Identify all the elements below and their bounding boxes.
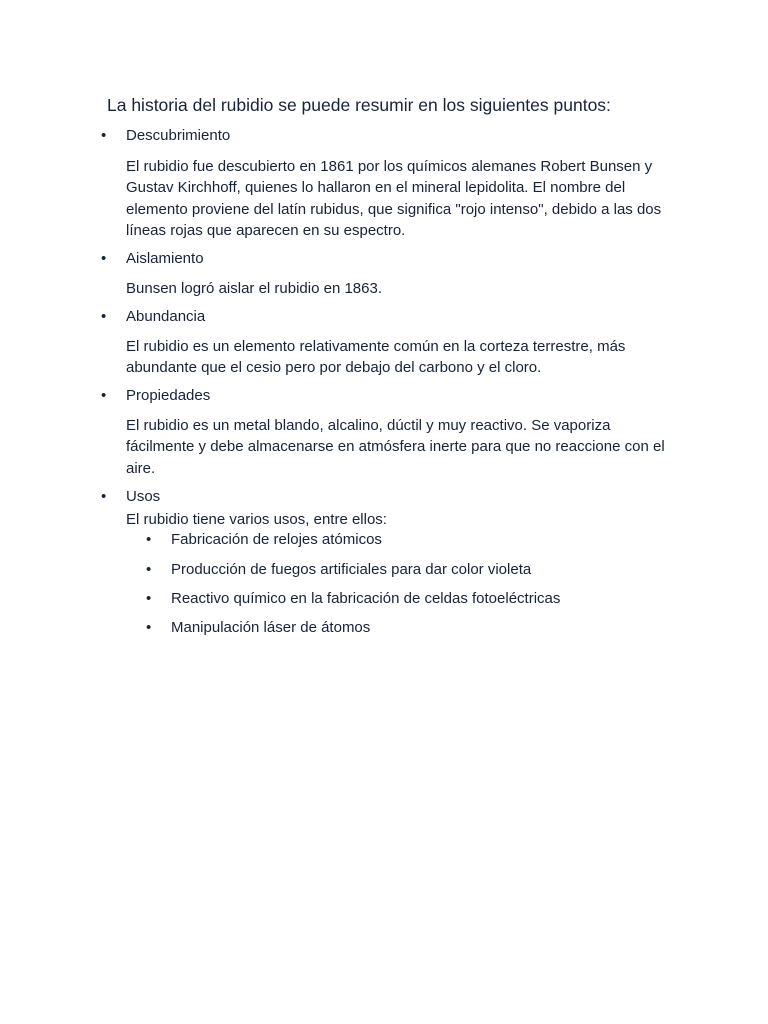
use-list-item: Reactivo químico en la fabricación de celdas fotoeléctricas [171,590,561,607]
sub-bullet-icon: • [146,590,152,607]
section-title: Abundancia [126,308,206,325]
use-list-item: Producción de fuegos artificiales para dar color violeta [171,561,532,578]
section-paragraph: El rubidio fue descubierto en 1861 por los químicos alemanes Robert Bunsen y Gustav Kirchhoff, quienes lo hallaron en el mineral lepidolita. El nombre del elemento proviene del latín rubidus, que significa "rojo intenso", debido a las dos líneas rojas que aparecen en su espectro. [126,158,662,239]
sub-bullet-icon: • [146,531,152,548]
section-paragraph: El rubidio es un elemento relativamente común en la corteza terrestre, más abundante que el cesio pero por debajo del carbono y el cloro. [126,338,626,377]
sub-bullet-icon: • [146,619,152,636]
bullet-icon: • [101,127,107,144]
bullet-icon: • [101,250,107,267]
section-paragraph: El rubidio es un metal blando, alcalino, dúctil y muy reactivo. Se vaporiza fácilmente y debe almacenarse en atmósfera inerte para que no reaccione con el aire. [126,417,665,477]
section-paragraph: Bunsen logró aislar el rubidio en 1863. [126,280,383,297]
use-list-item: Fabricación de relojes atómicos [171,531,382,548]
bullet-icon: • [101,488,107,505]
bullet-icon: • [101,387,107,404]
section-title: Usos [126,488,161,505]
section-paragraph: El rubidio tiene varios usos, entre ellos: [126,511,387,528]
sub-bullet-icon: • [146,561,152,578]
intro-text: La historia del rubidio se puede resumir en los siguientes puntos: [107,95,611,115]
section-title: Aislamiento [126,250,204,267]
section-title: Propiedades [126,387,211,404]
section-title: Descubrimiento [126,127,231,144]
use-list-item: Manipulación láser de átomos [171,619,371,636]
bullet-icon: • [101,308,107,325]
